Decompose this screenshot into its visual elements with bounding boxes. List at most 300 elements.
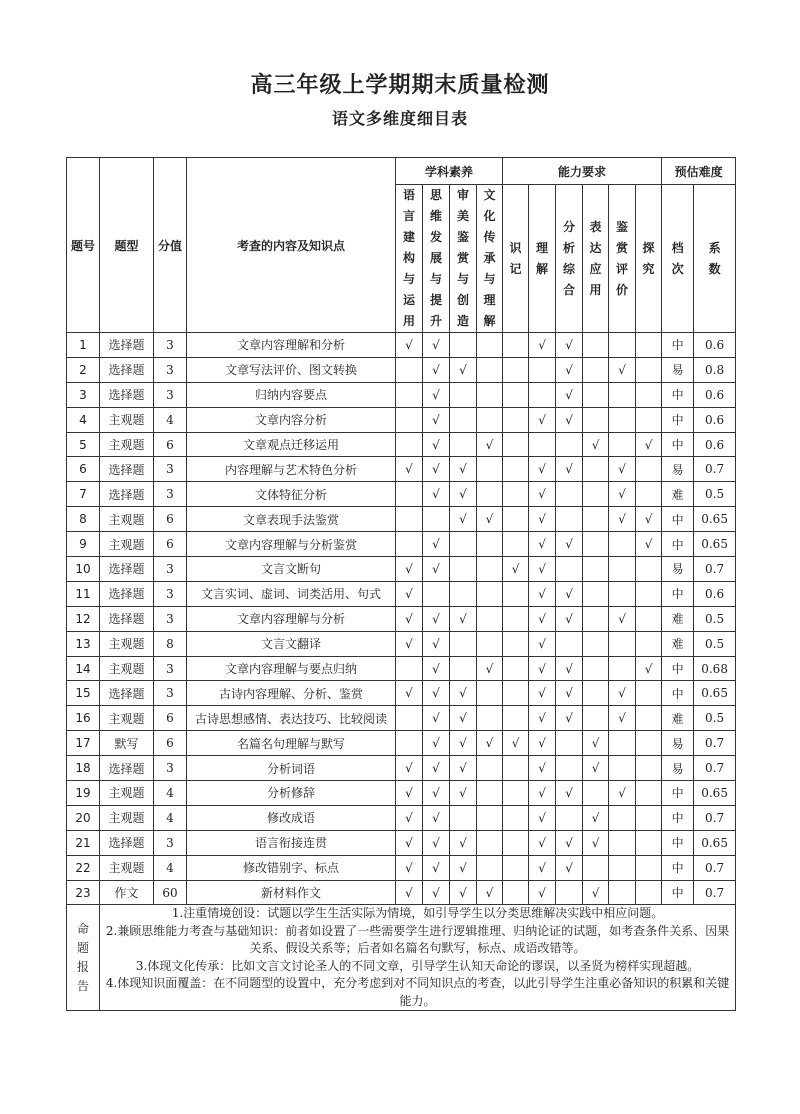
row-mark-0	[396, 432, 423, 457]
row-score: 60	[154, 880, 187, 905]
row-coefficient: 0.6	[694, 581, 736, 606]
table-row	[67, 855, 736, 880]
table-row	[67, 756, 736, 781]
row-mark-8: √	[609, 507, 636, 532]
row-mark-2: √	[450, 830, 477, 855]
row-mark-0: √	[396, 805, 423, 830]
row-mark-1: √	[423, 631, 450, 656]
row-mark-5: √	[529, 457, 556, 482]
row-mark-9	[636, 457, 662, 482]
row-level: 中	[662, 855, 694, 880]
row-score: 3	[154, 756, 187, 781]
row-mark-0: √	[396, 606, 423, 631]
table-row	[67, 357, 736, 382]
row-score: 3	[154, 333, 187, 358]
row-mark-3	[477, 681, 503, 706]
row-mark-3	[477, 357, 503, 382]
row-mark-7: √	[583, 805, 609, 830]
row-score: 4	[154, 781, 187, 806]
row-mark-0	[396, 532, 423, 557]
row-mark-6: √	[556, 656, 583, 681]
row-content: 名篇名句理解与默写	[187, 731, 396, 756]
row-mark-1: √	[423, 606, 450, 631]
row-mark-6	[556, 557, 583, 582]
row-number: 6	[67, 457, 100, 482]
row-mark-7	[583, 457, 609, 482]
header-literacy-3-label: 文化传承与理解	[483, 188, 496, 328]
row-type: 主观题	[100, 407, 154, 432]
row-mark-6	[556, 805, 583, 830]
header-literacy-0-label: 语言建构与运用	[402, 188, 415, 328]
header-ability-3	[583, 185, 609, 333]
row-content: 文章内容理解与要点归纳	[187, 656, 396, 681]
row-mark-0	[396, 656, 423, 681]
header-ability: 能力要求	[503, 158, 662, 185]
row-mark-8	[609, 557, 636, 582]
row-content: 文章内容理解与分析	[187, 606, 396, 631]
row-content: 分析修辞	[187, 781, 396, 806]
row-coefficient: 0.65	[694, 830, 736, 855]
row-mark-4	[503, 855, 529, 880]
table-row	[67, 830, 736, 855]
row-coefficient: 0.7	[694, 731, 736, 756]
row-mark-9	[636, 407, 662, 432]
row-coefficient: 0.65	[694, 781, 736, 806]
row-content: 文章内容分析	[187, 407, 396, 432]
row-coefficient: 0.7	[694, 756, 736, 781]
row-mark-5: √	[529, 706, 556, 731]
row-mark-9: √	[636, 532, 662, 557]
row-mark-4	[503, 457, 529, 482]
row-mark-5: √	[529, 681, 556, 706]
row-coefficient: 0.65	[694, 532, 736, 557]
row-type: 主观题	[100, 656, 154, 681]
row-mark-1: √	[423, 805, 450, 830]
row-level: 易	[662, 557, 694, 582]
table-row	[67, 706, 736, 731]
row-mark-0	[396, 507, 423, 532]
row-mark-6: √	[556, 532, 583, 557]
row-type: 主观题	[100, 805, 154, 830]
row-type: 选择题	[100, 333, 154, 358]
row-number: 18	[67, 756, 100, 781]
row-mark-0: √	[396, 557, 423, 582]
header-ability-2	[556, 185, 583, 333]
row-mark-5: √	[529, 606, 556, 631]
row-type: 选择题	[100, 357, 154, 382]
row-number: 1	[67, 333, 100, 358]
row-number: 23	[67, 880, 100, 905]
row-level: 中	[662, 581, 694, 606]
row-mark-6	[556, 756, 583, 781]
table-row	[67, 681, 736, 706]
table-row	[67, 382, 736, 407]
row-mark-8: √	[609, 482, 636, 507]
row-mark-2	[450, 805, 477, 830]
row-type: 默写	[100, 731, 154, 756]
row-content: 文体特征分析	[187, 482, 396, 507]
report-label-cell	[67, 905, 100, 1011]
row-mark-1: √	[423, 333, 450, 358]
row-level: 中	[662, 681, 694, 706]
row-mark-3: √	[477, 731, 503, 756]
row-score: 3	[154, 382, 187, 407]
row-mark-8: √	[609, 781, 636, 806]
header-ability-1	[529, 185, 556, 333]
header-type: 题型	[100, 158, 154, 333]
row-mark-2: √	[450, 781, 477, 806]
row-mark-4	[503, 482, 529, 507]
row-mark-0	[396, 706, 423, 731]
row-coefficient: 0.7	[694, 855, 736, 880]
row-mark-5	[529, 382, 556, 407]
header-literacy-1	[423, 185, 450, 333]
row-mark-3	[477, 333, 503, 358]
row-mark-0	[396, 407, 423, 432]
row-mark-0: √	[396, 581, 423, 606]
row-mark-1: √	[423, 656, 450, 681]
row-mark-5	[529, 357, 556, 382]
row-mark-6: √	[556, 681, 583, 706]
row-score: 4	[154, 805, 187, 830]
row-mark-7	[583, 482, 609, 507]
row-mark-5: √	[529, 581, 556, 606]
row-mark-2	[450, 532, 477, 557]
table-row	[67, 457, 736, 482]
row-mark-7	[583, 606, 609, 631]
row-coefficient: 0.68	[694, 656, 736, 681]
row-score: 4	[154, 855, 187, 880]
table-row	[67, 606, 736, 631]
row-level: 中	[662, 781, 694, 806]
header-difficulty-1-label: 系数	[708, 240, 721, 276]
row-mark-7	[583, 407, 609, 432]
row-mark-3	[477, 532, 503, 557]
row-content: 文言文翻译	[187, 631, 396, 656]
row-mark-5: √	[529, 656, 556, 681]
table-row	[67, 333, 736, 358]
row-score: 3	[154, 482, 187, 507]
row-type: 主观题	[100, 507, 154, 532]
row-coefficient: 0.6	[694, 432, 736, 457]
row-type: 选择题	[100, 756, 154, 781]
row-mark-1: √	[423, 407, 450, 432]
row-level: 中	[662, 333, 694, 358]
header-score: 分值	[154, 158, 187, 333]
row-mark-9	[636, 631, 662, 656]
row-number: 5	[67, 432, 100, 457]
row-coefficient: 0.5	[694, 706, 736, 731]
row-mark-3	[477, 781, 503, 806]
row-mark-1: √	[423, 532, 450, 557]
row-mark-0: √	[396, 631, 423, 656]
row-mark-2	[450, 656, 477, 681]
row-mark-9	[636, 357, 662, 382]
row-type: 作文	[100, 880, 154, 905]
table-row	[67, 482, 736, 507]
row-mark-4	[503, 656, 529, 681]
row-level: 中	[662, 805, 694, 830]
row-mark-1: √	[423, 706, 450, 731]
header-literacy-3	[477, 185, 503, 333]
row-mark-6: √	[556, 830, 583, 855]
row-number: 20	[67, 805, 100, 830]
row-mark-2	[450, 581, 477, 606]
row-number: 22	[67, 855, 100, 880]
row-mark-2: √	[450, 357, 477, 382]
row-mark-6	[556, 731, 583, 756]
row-content: 归纳内容要点	[187, 382, 396, 407]
row-mark-1: √	[423, 382, 450, 407]
row-content: 新材料作文	[187, 880, 396, 905]
row-mark-5: √	[529, 557, 556, 582]
row-mark-2	[450, 557, 477, 582]
row-number: 10	[67, 557, 100, 582]
row-mark-1: √	[423, 855, 450, 880]
row-mark-9	[636, 756, 662, 781]
row-content: 文章内容理解和分析	[187, 333, 396, 358]
row-number: 19	[67, 781, 100, 806]
row-mark-8	[609, 631, 636, 656]
row-mark-4	[503, 507, 529, 532]
row-mark-8	[609, 532, 636, 557]
report-item: 2.兼顾思维能力考查与基础知识：前者如设置了一些需要学生进行逻辑推理、归纳论证的试题，如考查条件关系、因果关系、假设关系等；后者如名篇名句默写，标点、成语改错等。	[105, 923, 730, 956]
row-mark-8	[609, 382, 636, 407]
row-mark-3	[477, 457, 503, 482]
row-number: 3	[67, 382, 100, 407]
table-row	[67, 805, 736, 830]
row-mark-9	[636, 830, 662, 855]
row-mark-7	[583, 781, 609, 806]
row-mark-4: √	[503, 557, 529, 582]
row-content: 内容理解与艺术特色分析	[187, 457, 396, 482]
table-row	[67, 880, 736, 905]
row-coefficient: 0.65	[694, 507, 736, 532]
row-coefficient: 0.7	[694, 557, 736, 582]
row-type: 主观题	[100, 781, 154, 806]
row-mark-6: √	[556, 382, 583, 407]
row-mark-0	[396, 731, 423, 756]
row-mark-3	[477, 855, 503, 880]
row-mark-6	[556, 507, 583, 532]
row-level: 中	[662, 407, 694, 432]
header-literacy-2	[450, 185, 477, 333]
row-mark-3	[477, 482, 503, 507]
header-difficulty-1	[694, 185, 736, 333]
table-row	[67, 532, 736, 557]
row-mark-8	[609, 855, 636, 880]
row-content: 修改错别字、标点	[187, 855, 396, 880]
row-number: 17	[67, 731, 100, 756]
row-mark-8	[609, 656, 636, 681]
row-mark-2: √	[450, 681, 477, 706]
row-mark-2	[450, 631, 477, 656]
row-mark-4	[503, 756, 529, 781]
row-score: 8	[154, 631, 187, 656]
row-mark-1: √	[423, 432, 450, 457]
row-mark-7	[583, 382, 609, 407]
row-mark-6: √	[556, 333, 583, 358]
row-mark-0: √	[396, 880, 423, 905]
row-content: 文章表现手法鉴赏	[187, 507, 396, 532]
row-mark-7	[583, 357, 609, 382]
row-mark-6: √	[556, 855, 583, 880]
row-mark-6: √	[556, 706, 583, 731]
row-mark-7	[583, 706, 609, 731]
row-number: 7	[67, 482, 100, 507]
row-mark-6: √	[556, 781, 583, 806]
row-mark-2	[450, 432, 477, 457]
row-mark-6: √	[556, 407, 583, 432]
row-mark-4	[503, 805, 529, 830]
row-mark-4	[503, 407, 529, 432]
row-level: 难	[662, 631, 694, 656]
row-mark-4	[503, 432, 529, 457]
table-row	[67, 507, 736, 532]
row-type: 选择题	[100, 606, 154, 631]
row-content: 文章内容理解与分析鉴赏	[187, 532, 396, 557]
row-mark-2: √	[450, 606, 477, 631]
row-mark-1: √	[423, 731, 450, 756]
header-literacy: 学科素养	[396, 158, 503, 185]
row-score: 3	[154, 357, 187, 382]
row-mark-8	[609, 805, 636, 830]
row-number: 9	[67, 532, 100, 557]
row-number: 8	[67, 507, 100, 532]
row-content: 文言实词、虚词、词类活用、句式	[187, 581, 396, 606]
row-content: 古诗内容理解、分析、鉴赏	[187, 681, 396, 706]
row-mark-5: √	[529, 781, 556, 806]
row-mark-3: √	[477, 507, 503, 532]
row-mark-2: √	[450, 482, 477, 507]
row-level: 中	[662, 830, 694, 855]
document-subtitle: 语文多维度细目表	[331, 109, 468, 128]
header-ability-4	[609, 185, 636, 333]
row-type: 主观题	[100, 706, 154, 731]
row-coefficient: 0.7	[694, 457, 736, 482]
row-mark-7: √	[583, 880, 609, 905]
row-coefficient: 0.6	[694, 382, 736, 407]
row-mark-1	[423, 507, 450, 532]
row-mark-5: √	[529, 333, 556, 358]
report-text-cell	[100, 905, 736, 1011]
row-mark-1: √	[423, 457, 450, 482]
row-mark-3: √	[477, 656, 503, 681]
row-score: 3	[154, 581, 187, 606]
row-mark-0	[396, 482, 423, 507]
row-mark-4	[503, 333, 529, 358]
row-coefficient: 0.5	[694, 606, 736, 631]
row-mark-2: √	[450, 855, 477, 880]
row-coefficient: 0.6	[694, 407, 736, 432]
row-mark-6: √	[556, 357, 583, 382]
table-row	[67, 781, 736, 806]
row-level: 中	[662, 532, 694, 557]
report-item: 3.体现文化传承：比如文言文讨论圣人的不同文章，引导学生认知天命论的谬误，以圣贤为榜样实现超越。	[135, 958, 700, 973]
row-number: 21	[67, 830, 100, 855]
table-row	[67, 581, 736, 606]
row-mark-4	[503, 382, 529, 407]
header-ability-0-label: 识记	[509, 240, 522, 276]
row-mark-9	[636, 681, 662, 706]
row-mark-5	[529, 432, 556, 457]
row-mark-1: √	[423, 557, 450, 582]
header-ability-4-label: 鉴赏评价	[616, 219, 629, 297]
row-mark-4	[503, 606, 529, 631]
row-mark-4	[503, 781, 529, 806]
row-coefficient: 0.8	[694, 357, 736, 382]
row-mark-6	[556, 880, 583, 905]
row-mark-1	[423, 581, 450, 606]
row-mark-9	[636, 581, 662, 606]
row-type: 主观题	[100, 631, 154, 656]
header-literacy-0	[396, 185, 423, 333]
row-mark-5: √	[529, 805, 556, 830]
row-mark-3	[477, 830, 503, 855]
row-type: 选择题	[100, 382, 154, 407]
row-mark-9	[636, 382, 662, 407]
report-item: 1.注重情境创设：试题以学生生活实际为情境，如引导学生以分类思维解决实践中相应问题。	[171, 906, 664, 921]
row-mark-2	[450, 333, 477, 358]
row-mark-4	[503, 532, 529, 557]
report-label: 命题报告	[76, 921, 89, 993]
row-level: 难	[662, 706, 694, 731]
row-type: 选择题	[100, 557, 154, 582]
row-mark-2: √	[450, 706, 477, 731]
row-level: 易	[662, 756, 694, 781]
row-type: 主观题	[100, 432, 154, 457]
header-difficulty-0	[662, 185, 694, 333]
row-mark-9: √	[636, 656, 662, 681]
row-mark-5: √	[529, 880, 556, 905]
row-content: 分析词语	[187, 756, 396, 781]
row-mark-6: √	[556, 581, 583, 606]
row-mark-2	[450, 407, 477, 432]
row-type: 选择题	[100, 457, 154, 482]
row-mark-1: √	[423, 880, 450, 905]
row-level: 中	[662, 507, 694, 532]
row-score: 4	[154, 407, 187, 432]
row-score: 3	[154, 457, 187, 482]
row-mark-4	[503, 681, 529, 706]
row-content: 修改成语	[187, 805, 396, 830]
row-mark-9	[636, 731, 662, 756]
row-score: 3	[154, 681, 187, 706]
row-mark-9	[636, 706, 662, 731]
row-mark-7	[583, 631, 609, 656]
row-type: 选择题	[100, 581, 154, 606]
row-mark-8: √	[609, 706, 636, 731]
row-level: 易	[662, 357, 694, 382]
row-score: 6	[154, 507, 187, 532]
row-mark-5: √	[529, 756, 556, 781]
row-mark-0	[396, 382, 423, 407]
row-level: 中	[662, 382, 694, 407]
row-level: 中	[662, 432, 694, 457]
row-content: 文言文断句	[187, 557, 396, 582]
row-mark-1: √	[423, 482, 450, 507]
row-level: 难	[662, 606, 694, 631]
row-content: 古诗思想感情、表达技巧、比较阅读	[187, 706, 396, 731]
row-mark-3	[477, 706, 503, 731]
table-row	[67, 557, 736, 582]
row-mark-9	[636, 805, 662, 830]
row-mark-3	[477, 756, 503, 781]
row-mark-8	[609, 407, 636, 432]
row-content: 文章观点迁移运用	[187, 432, 396, 457]
row-mark-8	[609, 731, 636, 756]
row-mark-0: √	[396, 855, 423, 880]
